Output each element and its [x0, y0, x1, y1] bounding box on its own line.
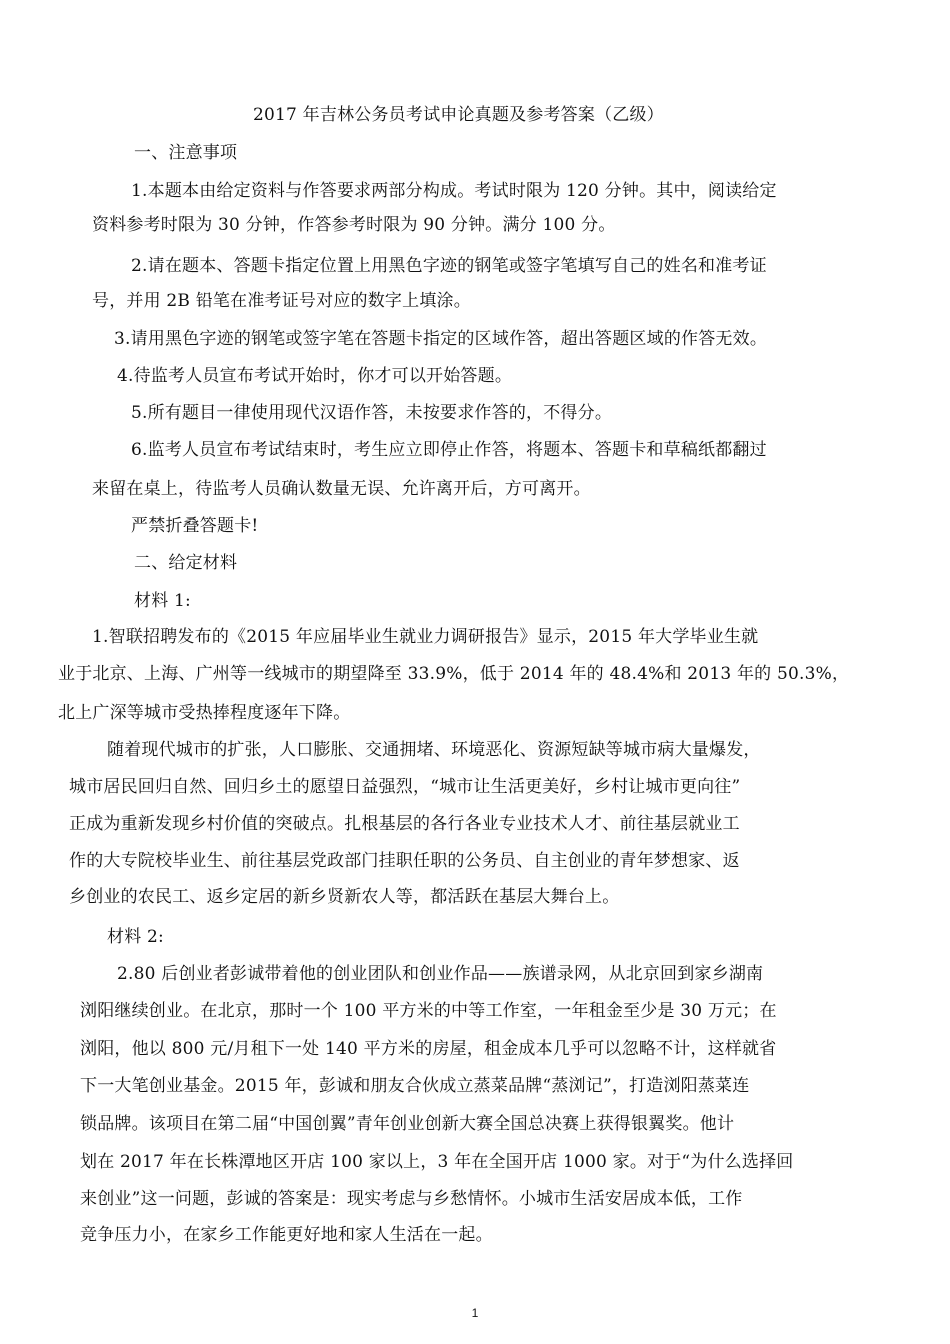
material-1-para-2-line-2: 城市居民回归自然、回归乡土的愿望日益强烈，“城市让生活更美好，乡村让城市更向往” [69, 777, 741, 797]
notice-2-line-1: 2.请在题本、答题卡指定位置上用黑色字迹的钢笔或签字笔填写自己的姓名和准考证 [131, 256, 767, 276]
warning-text: 严禁折叠答题卡! [131, 516, 259, 536]
material-1-para-2-line-3: 正成为重新发现乡村价值的突破点。扎根基层的各行各业专业技术人才、前往基层就业工 [69, 814, 740, 834]
section-heading-notices: 一、注意事项 [134, 143, 238, 163]
material-2-para-1-line-3: 浏阳，他以 800 元/月租下一处 140 平方米的房屋，租金成本几乎可以忽略不计，这样就省 [80, 1039, 777, 1059]
material-1-para-2-line-1: 随着现代城市的扩张，人口膨胀、交通拥堵、环境恶化、资源短缺等城市病大量爆发， [107, 740, 761, 760]
notice-6-line-1: 6.监考人员宣布考试结束时，考生应立即停止作答，将题本、答题卡和草稿纸都翻过 [131, 440, 767, 460]
material-2-para-1-line-4: 下一大笔创业基金。2015 年，彭诚和朋友合伙成立蒸菜品牌“蒸浏记”，打造浏阳蒸菜连 [80, 1076, 750, 1096]
notice-4: 4.待监考人员宣布考试开始时，你才可以开始答题。 [117, 366, 513, 386]
material-1-para-1-line-3: 北上广深等城市受热捧程度逐年下降。 [58, 703, 351, 723]
page-title: 2017 年吉林公务员考试申论真题及参考答案（乙级） [253, 105, 664, 125]
notice-6-line-2: 来留在桌上，待监考人员确认数量无误、允许离开后，方可离开。 [92, 479, 591, 499]
notice-1-line-1: 1.本题本由给定资料与作答要求两部分构成。考试时限为 120 分钟。其中，阅读给定 [131, 181, 777, 201]
material-1-label: 材料 1: [134, 591, 191, 611]
material-1-para-1-line-1: 1.智联招聘发布的《2015 年应届毕业生就业力调研报告》显示，2015 年大学毕业生就 [92, 627, 759, 647]
notice-2-line-2: 号，并用 2B 铅笔在准考证号对应的数字上填涂。 [92, 291, 471, 311]
material-2-para-1-line-1: 2.80 后创业者彭诚带着他的创业团队和创业作品——族谱录网，从北京回到家乡湖南 [117, 964, 764, 984]
material-2-para-1-line-7: 来创业”这一问题，彭诚的答案是：现实考虑与乡愁情怀。小城市生活安居成本低，工作 [80, 1189, 743, 1209]
material-2-label: 材料 2: [107, 927, 164, 947]
material-1-para-2-line-5: 乡创业的农民工、返乡定居的新乡贤新农人等，都活跃在基层大舞台上。 [69, 887, 620, 907]
notice-5: 5.所有题目一律使用现代汉语作答，未按要求作答的，不得分。 [131, 403, 613, 423]
material-2-para-1-line-5: 锁品牌。该项目在第二届“中国创翼”青年创业创新大赛全国总决赛上获得银翼奖。他计 [80, 1114, 735, 1134]
notice-1-line-2: 资料参考时限为 30 分钟，作答参考时限为 90 分钟。满分 100 分。 [92, 215, 616, 235]
material-2-para-1-line-8: 竞争压力小，在家乡工作能更好地和家人生活在一起。 [80, 1225, 493, 1245]
notice-3: 3.请用黑色字迹的钢笔或签字笔在答题卡指定的区域作答，超出答题区域的作答无效。 [114, 329, 768, 349]
material-1-para-1-line-2: 业于北京、上海、广州等一线城市的期望降至 33.9%，低于 2014 年的 48.4%和 2013 年的 50.3%， [58, 664, 850, 684]
material-1-para-2-line-4: 作的大专院校毕业生、前往基层党政部门挂职任职的公务员、自主创业的青年梦想家、返 [69, 851, 740, 871]
section-heading-materials: 二、给定材料 [134, 553, 238, 573]
page-number: 1 [471, 1306, 479, 1320]
material-2-para-1-line-6: 划在 2017 年在长株潭地区开店 100 家以上，3 年在全国开店 1000 家。对于“为什么选择回 [80, 1152, 794, 1172]
material-2-para-1-line-2: 浏阳继续创业。在北京，那时一个 100 平方米的中等工作室，一年租金至少是 30 万元；在 [80, 1001, 777, 1021]
